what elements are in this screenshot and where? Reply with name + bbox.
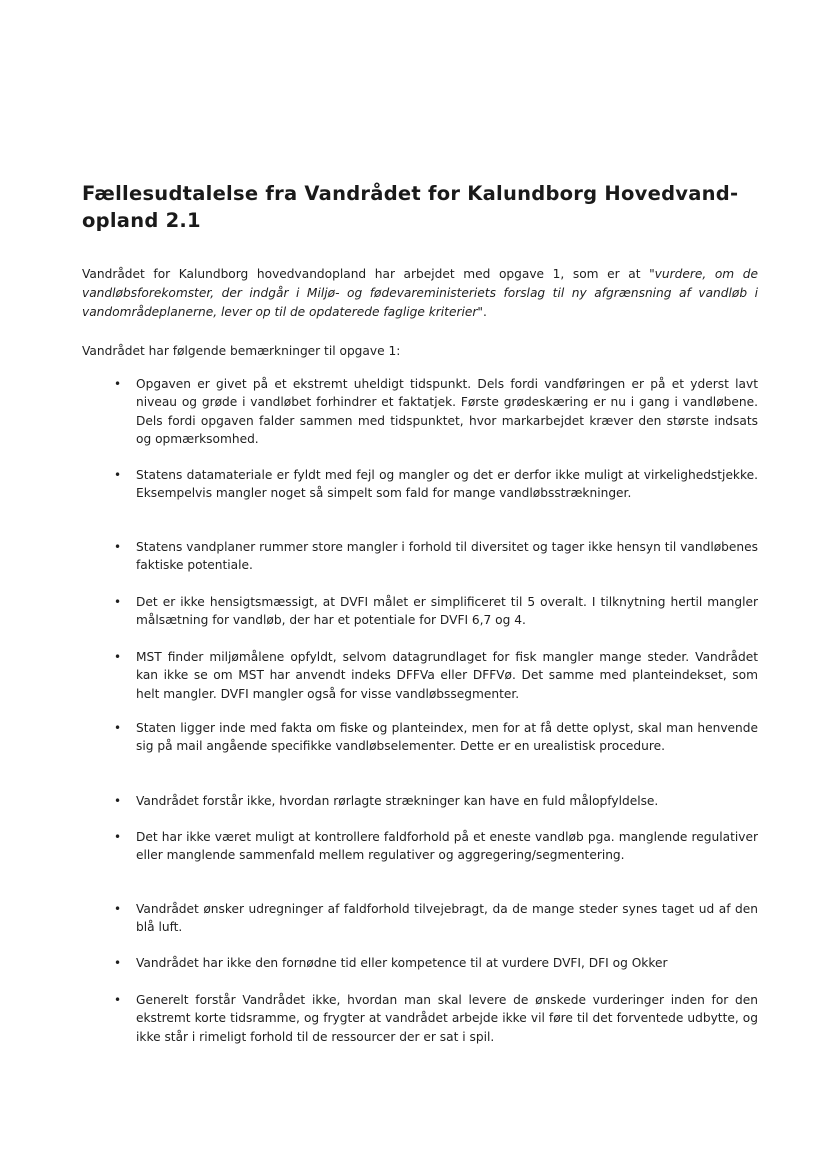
list-item-text: Vandrådet forstår ikke, hvordan rørlagte strækninger kan have en fuld målopfyldelse. [136, 794, 659, 808]
intro-quote: "vurdere, om de vandløbsforekomster, der indgår i Miljø- og fødevareministeriets forslag til ny afgrænsning af vandløb i vandområdeplanerne, lever op til de opdaterede faglige kriterier" [82, 267, 758, 319]
list-item-text: Staten ligger inde med fakta om fiske og planteindex, men for at få dette oplyst, skal man henvende sig på mail angående specifikke vandløbselementer. Dette er en urealistisk procedure. [136, 721, 758, 754]
intro-paragraph [82, 265, 758, 322]
list-item-text: Det er ikke hensigtsmæssigt, at DVFI målet er simplificeret til 5 overalt. I tilknytning hertil mangler målsætning for vandløb, der har et potentiale for DVFI 6,7 og 4. [136, 595, 758, 628]
document-title: Fællesudtalelse fra Vandrådet for Kalundborg Hovedvand-opland 2.1 [82, 182, 739, 232]
bullet-icon: • [114, 595, 122, 609]
intro-text: Vandrådet for Kalundborg hovedvandopland har arbejdet med opgave 1, som er at [82, 267, 650, 281]
lead-sentence: Vandrådet har følgende bemærkninger til opgave 1: [82, 344, 401, 358]
bullet-icon: • [114, 794, 122, 808]
bullet-icon: • [114, 650, 122, 664]
bullet-icon: • [114, 902, 122, 916]
list-item-text: Statens vandplaner rummer store mangler i forhold til diversitet og tager ikke hensyn til vandløbenes faktiske potentiale. [136, 540, 758, 573]
list-item-text: Vandrådet har ikke den fornødne tid eller kompetence til at vurdere DVFI, DFI og Okker [136, 956, 668, 970]
bullet-icon: • [114, 377, 122, 391]
bullet-icon: • [114, 468, 122, 482]
list-item-text: Generelt forstår Vandrådet ikke, hvordan man skal levere de ønskede vurderinger inden for den ekstremt korte tidsramme, og frygter at vandrådet arbejde ikke vil føre til det forventede udbytte, og ikke står i rimeligt forhold til de ressourcer der er sat i spil. [136, 993, 758, 1044]
list-item-text: Statens datamateriale er fyldt med fejl og mangler og det er derfor ikke muligt at virkelighedstjekke. Eksempelvis mangler noget så simpelt som fald for mange vandløbsstrækninger. [136, 468, 758, 501]
bullet-icon: • [114, 540, 122, 554]
list-item-text: Opgaven er givet på et ekstremt uheldigt tidspunkt. Dels fordi vandføringen er på et yderst lavt niveau og grøde i vandløbet forhindrer et faktatjek. Første grødeskæring er nu i gang i vandløbene. Dels fordi opgaven falder sammen med tidspunktet, hvor markarbejdet kræver den største indsats og opmærksomhed. [136, 377, 758, 446]
list-item-text: Vandrådet ønsker udregninger af faldforhold tilvejebragt, da de mange steder synes taget ud af den blå luft. [136, 902, 758, 935]
bullet-icon: • [114, 993, 122, 1007]
intro-end: . [482, 305, 487, 319]
bullet-icon: • [114, 721, 122, 735]
list-item-text: Det har ikke været muligt at kontrollere faldforhold på et eneste vandløb pga. manglende regulativer eller manglende sammenfald mellem regulativer og aggregering/segmentering. [136, 830, 758, 863]
list-item-text: MST finder miljømålene opfyldt, selvom datagrundlaget for fisk mangler mange steder. Vandrådet kan ikke se om MST har anvendt indeks DFFVa eller DFFVø. Det samme med planteindekset, som helt mangler. DVFI mangler også for visse vandløbssegmenter. [136, 650, 758, 701]
bullet-icon: • [114, 830, 122, 844]
bullet-icon: • [114, 956, 122, 970]
